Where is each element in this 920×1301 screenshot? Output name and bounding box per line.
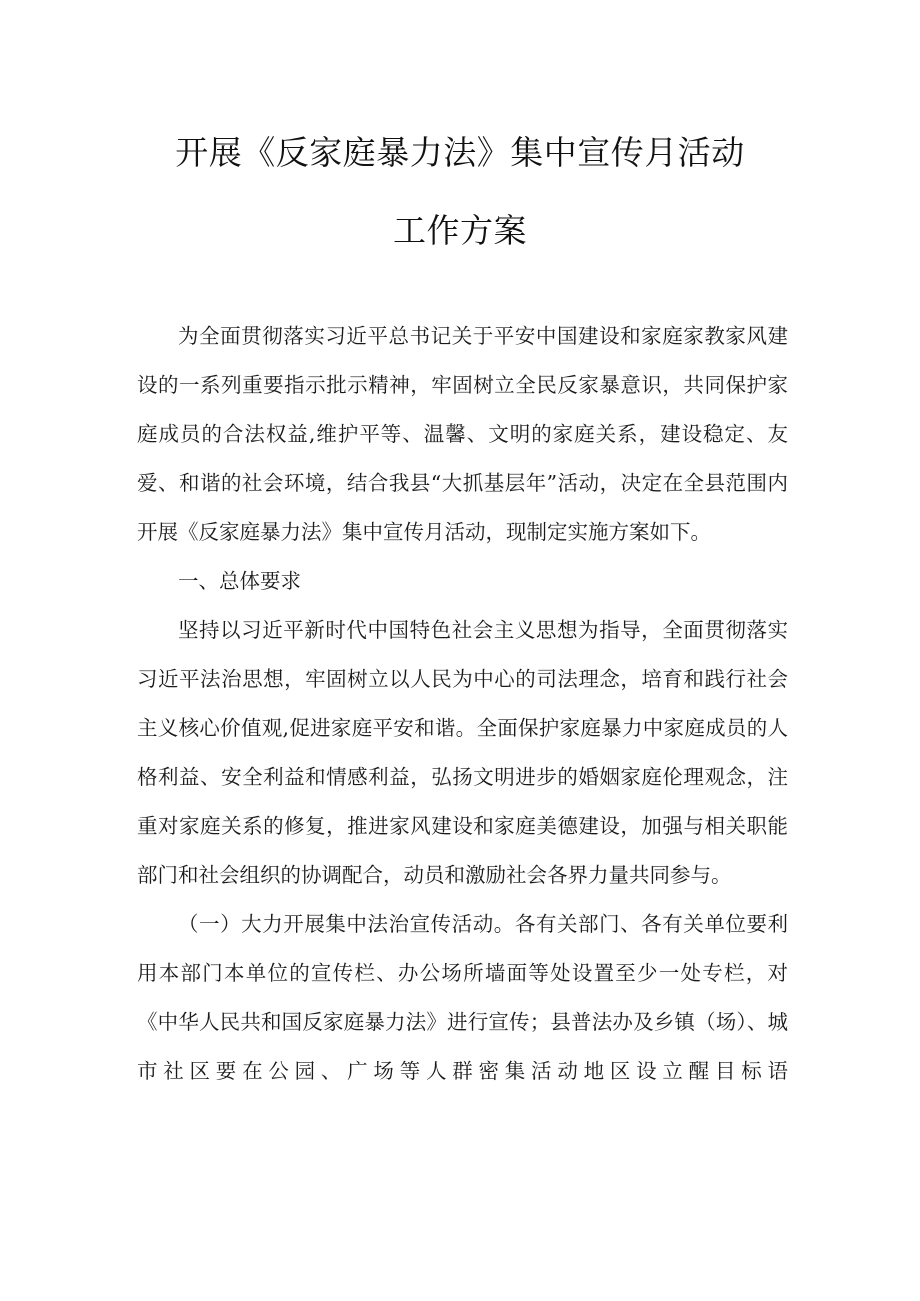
document-body bbox=[137, 312, 788, 1096]
document-title-line-1: 开展《反家庭暴力法》集中宣传月活动 bbox=[175, 133, 745, 172]
general-requirements-paragraph: 坚持以习近平新时代中国特色社会主义思想为指导，全面贯彻落实习近平法治思想，牢固树立以人民为中心的司法理念，培育和践行社会主义核心价值观,促进家庭平安和谐。全面保护家庭暴力中家庭成员的人格利益、安全利益和情感利益，弘扬文明进步的婚姻家庭伦理观念，注重对家庭关系的修复，推进家风建设和家庭美德建设，加强与相关职能部门和社会组织的协调配合，动员和激励社会各界力量共同参与。 bbox=[137, 618, 788, 887]
section-heading-general-requirements: 一、总体要求 bbox=[178, 569, 301, 593]
intro-paragraph: 为全面贯彻落实习近平总书记关于平安中国建设和家庭家教家风建设的一系列重要指示批示精神，牢固树立全民反家暴意识，共同保护家庭成员的合法权益,维护平等、温馨、文明的家庭关系，建设稳定、友爱、和谐的社会环境，结合我县“大抓基层年”活动，决定在全县范围内开展《反家庭暴力法》集中宣传月活动，现制定实施方案如下。 bbox=[137, 324, 788, 544]
document-title-line-2: 工作方案 bbox=[393, 211, 527, 250]
item-1-paragraph: （一）大力开展集中法治宣传活动。各有关部门、各有关单位要利用本部门本单位的宣传栏、办公场所墙面等处设置至少一处专栏，对《中华人民共和国反家庭暴力法》进行宣传；县普法办及乡镇（场）、城市社区要在公园、广场等人群密集活动地区设立醒目标语 bbox=[137, 912, 788, 1083]
